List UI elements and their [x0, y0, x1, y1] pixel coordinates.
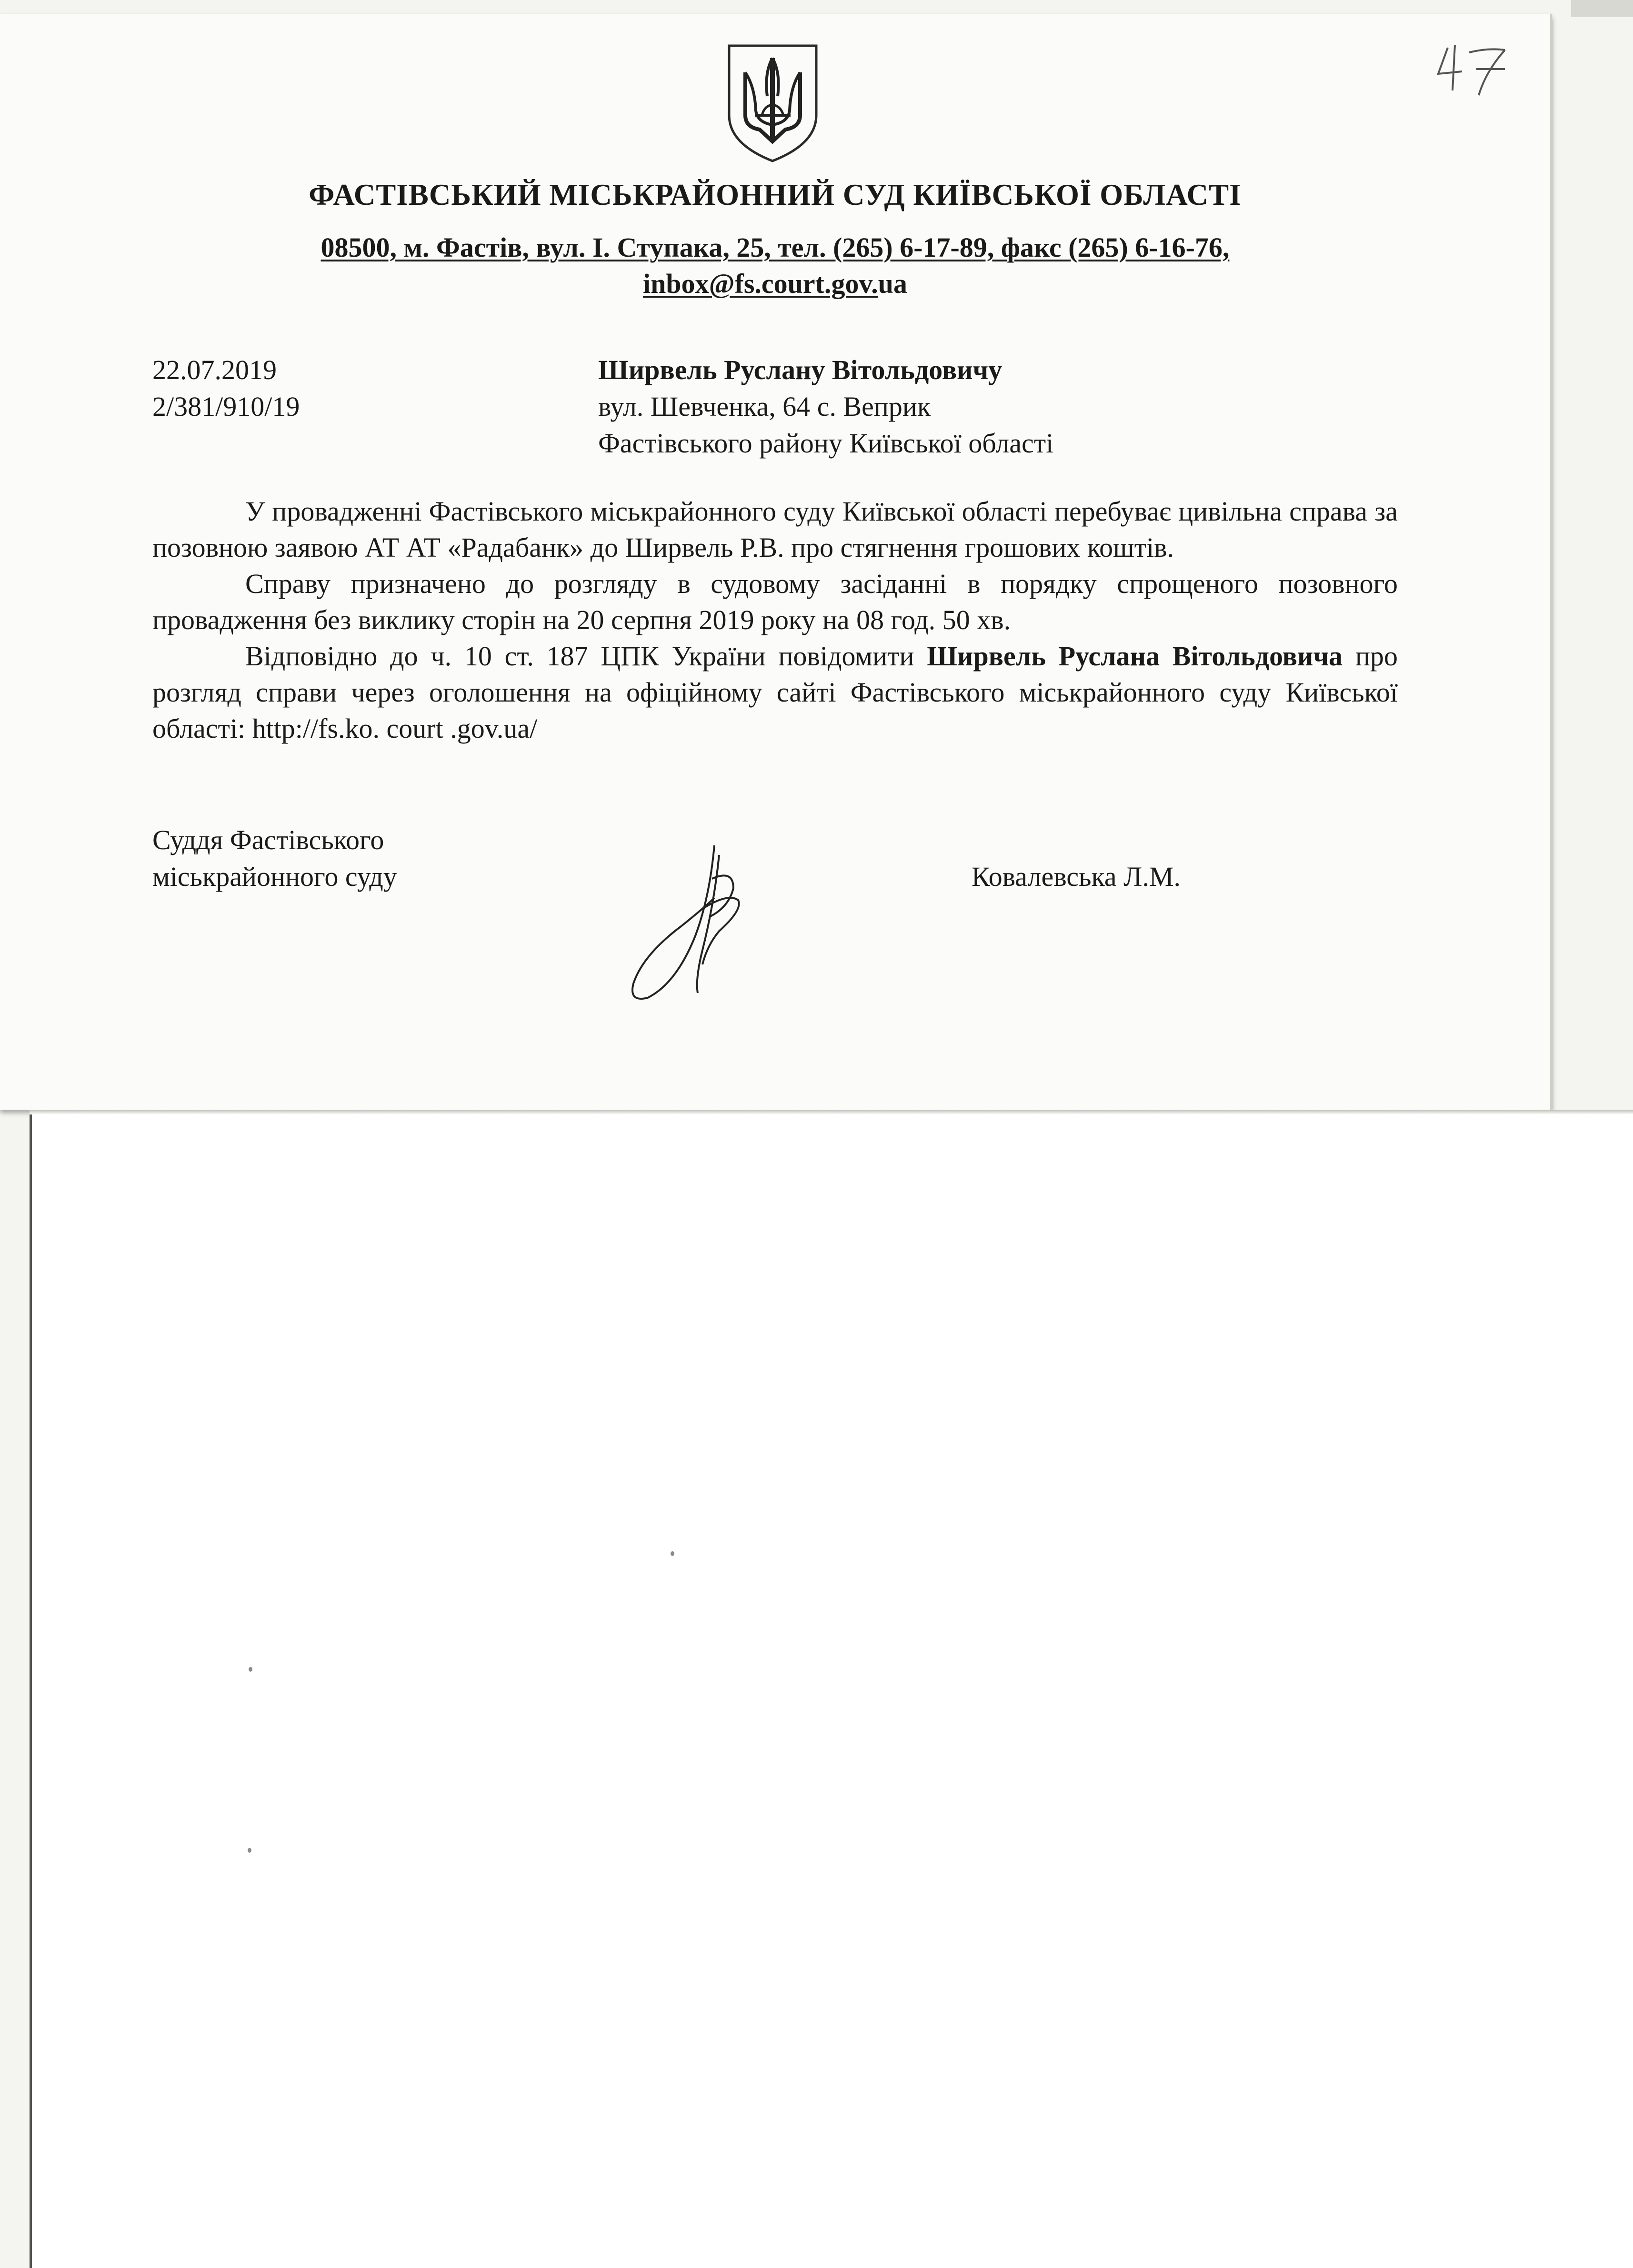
scan-speck	[249, 1667, 252, 1672]
scan-speck	[671, 1551, 674, 1556]
court-name: ФАСТІВСЬКИЙ МІСЬКРАЙОННИЙ СУД КИЇВСЬКОЇ ОБЛАСТІ	[309, 178, 1242, 211]
court-email[interactable]: inbox@fs.court.gov.	[642, 268, 878, 299]
court-email-tail: ua	[878, 268, 908, 299]
document-date: 22.07.2019	[152, 354, 277, 385]
judge-title	[152, 822, 397, 895]
recipient-street: вул. Шевченка, 64 с. Веприк	[598, 391, 931, 422]
letter-body	[152, 493, 1398, 747]
judge-title-line-2: міськрайонного суду	[152, 861, 397, 892]
body-paragraph-1: У провадженні Фастівського міськрайонного суду Київської області перебуває цивільна справа за позовною заявою АТ АТ «Радабанк» до Ширвель Р.В. про стягнення грошових коштів.	[152, 496, 1398, 563]
paragraph-3-end: про розгляд справи через оголошення на офіційному сайті Фастівського міськрайонного суду Київської області: http://fs.ko. court .gov.ua/	[152, 641, 1398, 744]
court-address	[0, 230, 1550, 302]
scan-speck	[248, 1848, 251, 1853]
recipient-block	[598, 351, 1053, 462]
recipient-region: Фастівського району Київської області	[598, 428, 1054, 459]
scanner-edge	[1571, 0, 1633, 17]
handwritten-page-number	[1433, 33, 1514, 100]
judge-title-line-1: Суддя Фастівського	[152, 824, 384, 855]
blank-sheet	[30, 1110, 1633, 2268]
handwritten-signature	[619, 841, 776, 1012]
trident-emblem-icon	[726, 44, 819, 163]
defendant-name: Ширвель Руслана Вітольдовича	[927, 641, 1343, 672]
body-paragraph-2: Справу призначено до розгляду в судовому засіданні в порядку спрощеного позовного провадження без виклику сторін на 20 серпня 2019 року на 08 год. 50 хв.	[152, 568, 1398, 635]
recipient-name: Ширвель Руслану Вітольдовичу	[598, 354, 1002, 385]
case-number: 2/381/910/19	[152, 391, 300, 422]
judge-name: Ковалевська Л.М.	[972, 861, 1181, 892]
address-line: 08500, м. Фастів, вул. І. Ступака, 25, тел. (265) 6-17-89, факс (265) 6-16-76,	[321, 232, 1230, 263]
paragraph-3-start: Відповідно до ч. 10 ст. 187 ЦПК України повідомити	[245, 641, 927, 672]
body-paragraph-3	[152, 638, 1398, 747]
document-meta	[152, 351, 300, 425]
sheet-shadow	[30, 1110, 1633, 1114]
